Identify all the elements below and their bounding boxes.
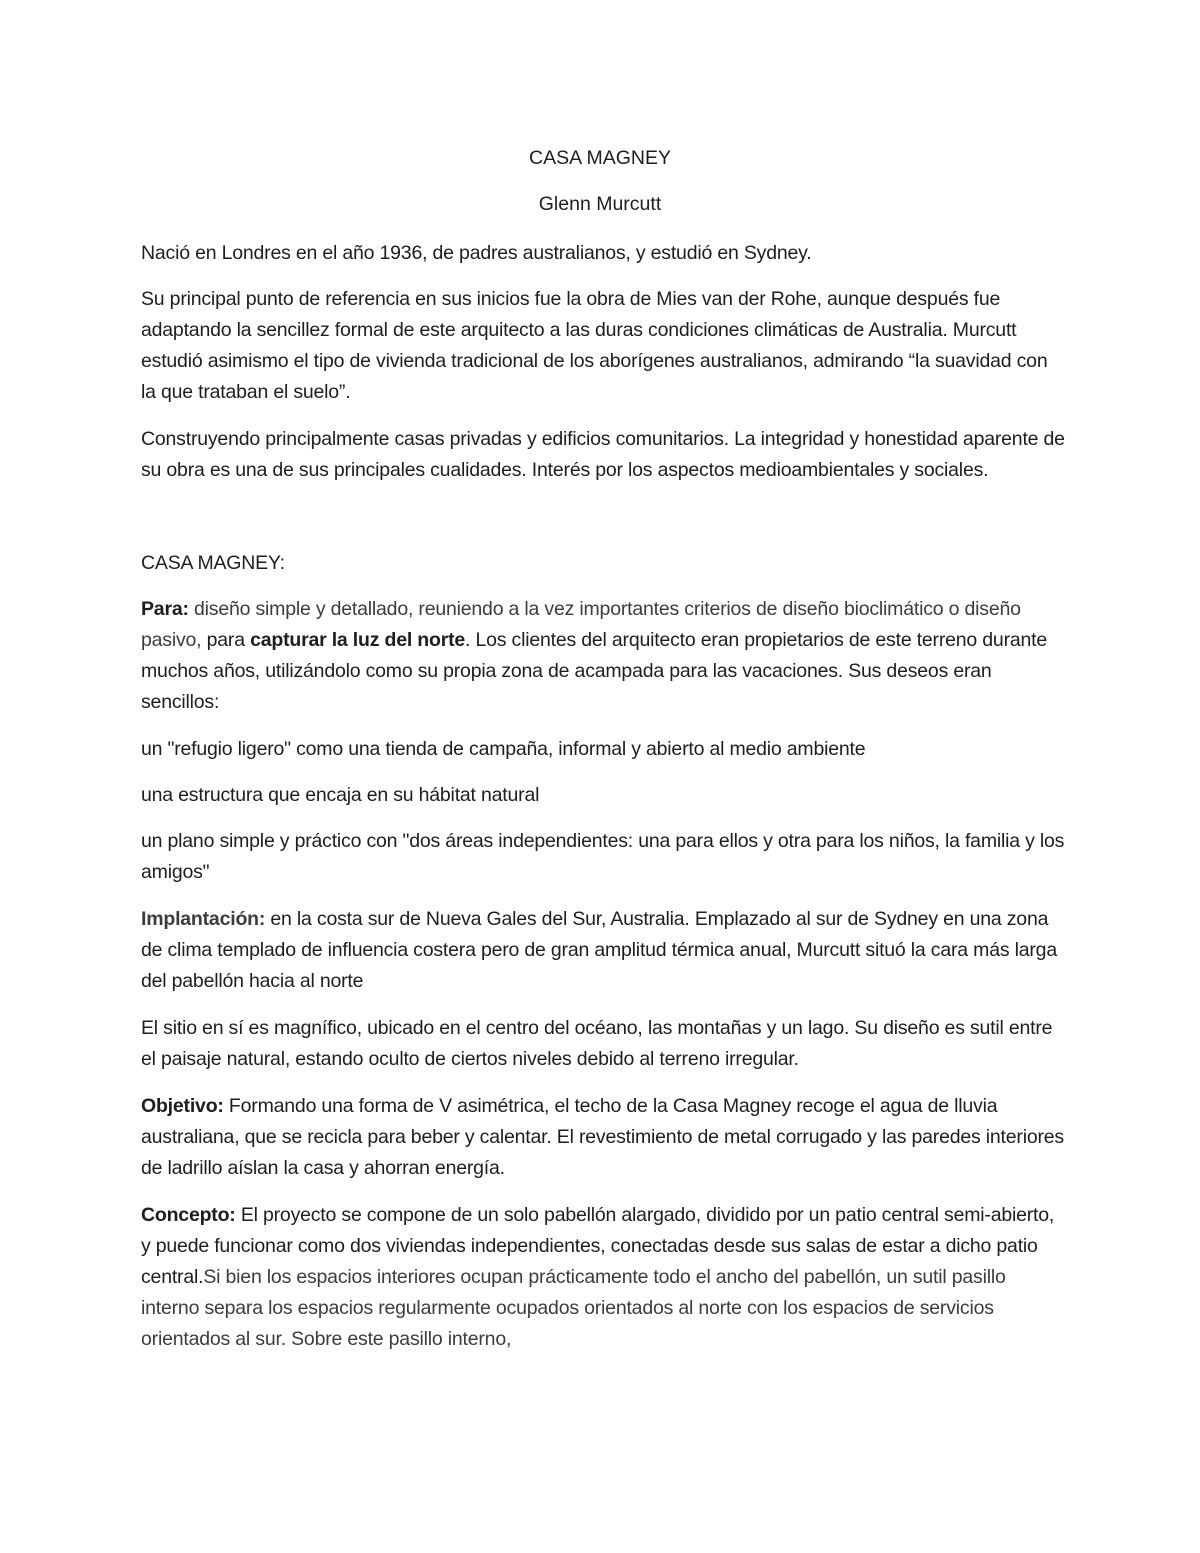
bio-paragraph-work: Construyendo principalmente casas privadas y edificios comunitarios. La integridad y honestidad aparente de su obra es una de sus principales cualidades. Interés por los aspectos medioambientales y sociales.: [141, 428, 1065, 481]
paragraph-para: [141, 594, 1066, 718]
paragraph-sitio: El sitio en sí es magnífico, ubicado en el centro del océano, las montañas y un lago. Su diseño es sutil entre el paisaje natural, estando oculto de ciertos niveles debido al terreno irregular.: [141, 1017, 1053, 1070]
para-text-para: para: [206, 629, 251, 651]
para-text: diseño simple y detallado, reuniendo a la vez importantes criterios de diseño bioclimático o diseño pasivo,: [141, 598, 1021, 651]
section-heading: CASA MAGNEY:: [141, 552, 285, 574]
bio-paragraph-influences: Su principal punto de referencia en sus inicios fue la obra de Mies van der Rohe, aunque después fue adaptando la sencillez formal de este arquitecto a las duras condiciones climáticas de Australia. Murcutt estudió asimismo el tipo de vivienda tradicional de los aborígenes australianos, admirando “la suavidad con la que trataban el suelo”.: [141, 288, 1048, 403]
paragraph-concepto: [141, 1200, 1066, 1355]
concepto-text: El proyecto se compone de un solo pabellón alargado, dividido por un patio central semi-abierto, y puede funcionar como dos viviendas independientes, conectadas desde sus salas de estar a dicho patio central.: [141, 1204, 1055, 1288]
bio-paragraph-birth: Nació en Londres en el año 1936, de padres australianos, y estudió en Sydney.: [141, 242, 812, 264]
objetivo-label: Objetivo:: [141, 1095, 224, 1117]
paragraph-implantacion: [141, 904, 1066, 997]
concepto-text-continued: Si bien los espacios interiores ocupan prácticamente todo el ancho del pabellón, un sutil pasillo interno separa los espacios regularmente ocupados orientados al norte con los espacios de servicios orientados al sur. Sobre este pasillo interno,: [141, 1266, 1006, 1350]
implantacion-label: Implantación:: [141, 908, 266, 930]
para-label: Para:: [141, 598, 189, 620]
para-emphasis: capturar la luz del norte: [250, 629, 466, 651]
document-body: [141, 238, 1066, 1371]
implantacion-text: en la costa sur de Nueva Gales del Sur, Australia. Emplazado al sur de Sydney en una zona de clima templado de influencia costera pero de gran amplitud térmica anual, Murcutt situó la cara más larga del pabellón hacia al norte: [141, 908, 1057, 992]
paragraph-objetivo: [141, 1091, 1066, 1184]
document-title: CASA MAGNEY: [529, 147, 671, 169]
author-name: Glenn Murcutt: [538, 193, 662, 215]
concepto-label: Concepto:: [141, 1204, 236, 1226]
wish-item: una estructura que encaja en su hábitat natural: [141, 784, 540, 806]
blank-line: [141, 502, 1066, 548]
wish-item: un "refugio ligero" como una tienda de campaña, informal y abierto al medio ambiente: [141, 738, 866, 760]
para-text-clients: . Los clientes del arquitecto eran propietarios de este terreno durante muchos años, utilizándolo como su propia zona de acampada para las vacaciones. Sus deseos eran sencillos:: [141, 629, 1048, 713]
objetivo-text: Formando una forma de V asimétrica, el techo de la Casa Magney recoge el agua de lluvia australiana, que se recicla para beber y calentar. El revestimiento de metal corrugado y las paredes interiores de ladrillo aíslan la casa y ahorran energía.: [141, 1095, 1064, 1179]
wish-item: un plano simple y práctico con "dos áreas independientes: una para ellos y otra para los niños, la familia y los amigos": [141, 830, 1065, 883]
